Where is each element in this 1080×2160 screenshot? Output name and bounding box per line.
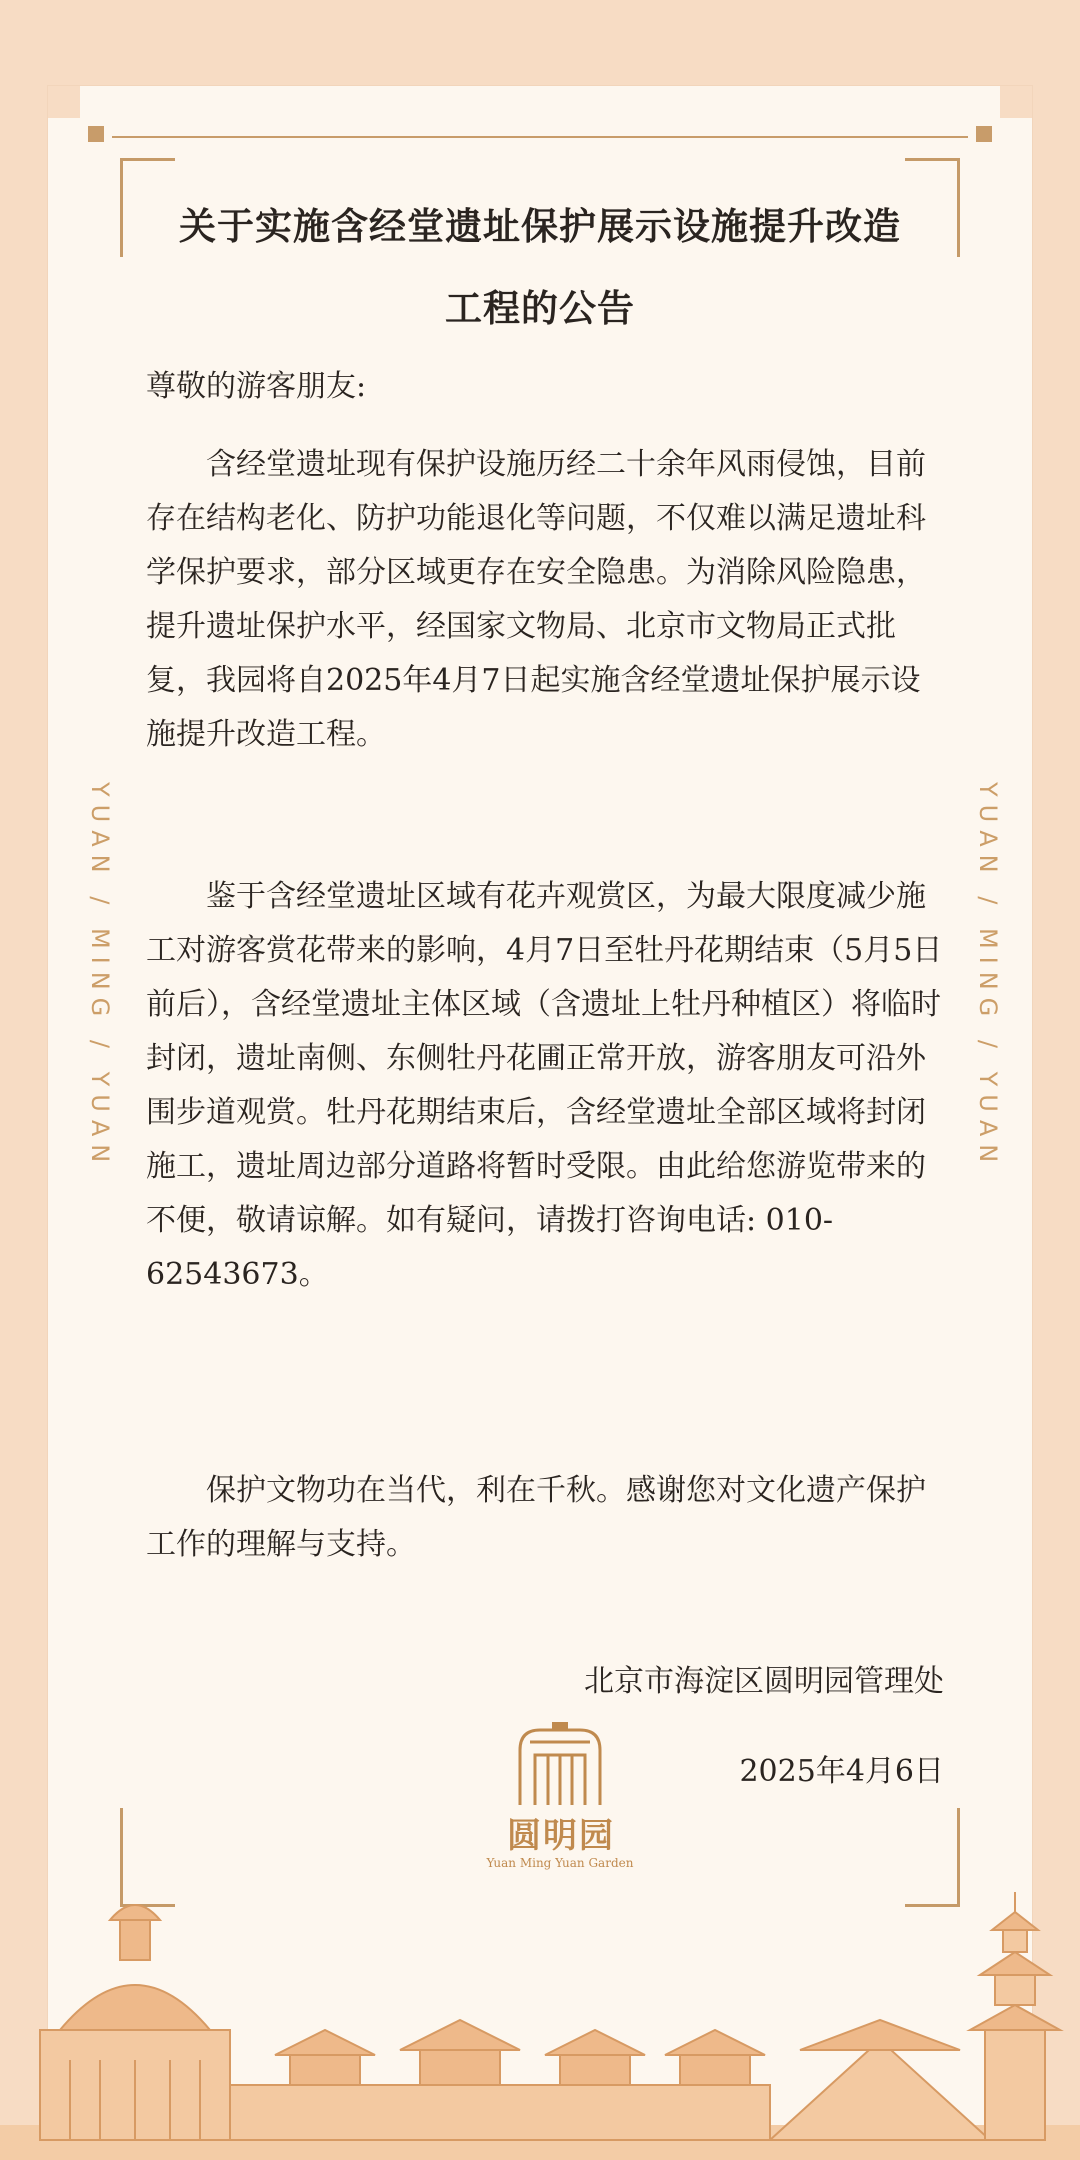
top-rule-line <box>112 136 968 138</box>
paragraph-3: 保护文物功在当代，利在千秋。感谢您对文化遗产保护工作的理解与支持。 <box>146 1473 926 1562</box>
notice-date: 2025年4月6日 <box>739 1754 944 1789</box>
greeting: 尊敬的游客朋友: <box>146 369 367 404</box>
paper-corner-notch <box>1000 86 1032 118</box>
palace-scenery-illustration <box>0 1880 1080 2160</box>
logo-wordmark: 圆明园 <box>507 1816 615 1856</box>
paragraph-1: 含经堂遗址现有保护设施历经二十余年风雨侵蚀，目前存在结构老化、防护功能退化等问题，不仅难以满足遗址科学保护要求，部分区域更存在安全隐患。为消除风险隐患，提升遗址保护水平，经国家文物局、北京市文物局正式批复，我园将自2025年4月7日起实施含经堂遗址保护展示设施提升改造工程。 <box>146 447 926 752</box>
corner-square-ornament <box>976 126 992 142</box>
yuanmingyuan-logo-icon <box>500 1720 620 1810</box>
corner-square-ornament <box>88 126 104 142</box>
paper-corner-notch <box>48 86 80 118</box>
notice-title-line1: 关于实施含经堂遗址保护展示设施提升改造 <box>179 204 901 248</box>
side-text-right: YUAN / MING / YUAN <box>974 782 1002 1171</box>
paragraph-2: 鉴于含经堂遗址区域有花卉观赏区，为最大限度减少施工对游客赏花带来的影响，4月7日至牡丹花期结束（5月5日前后），含经堂遗址主体区域（含遗址上牡丹种植区）将临时封闭，遗址南侧、东侧牡丹花圃正常开放，游客朋友可沿外围步道观赏。牡丹花期结束后，含经堂遗址全部区域将封闭施工，遗址周边部分道路将暂时受限。由此给您游览带来的不便，敬请谅解。如有疑问，请拨打咨询电话: 010-62543673。 <box>146 879 943 1292</box>
side-text-left: YUAN / MING / YUAN <box>86 782 114 1171</box>
signature-organization: 北京市海淀区圆明园管理处 <box>584 1664 944 1699</box>
logo-subtitle: Yuan Ming Yuan Garden <box>486 1856 634 1870</box>
notice-title-line2: 工程的公告 <box>445 286 635 330</box>
